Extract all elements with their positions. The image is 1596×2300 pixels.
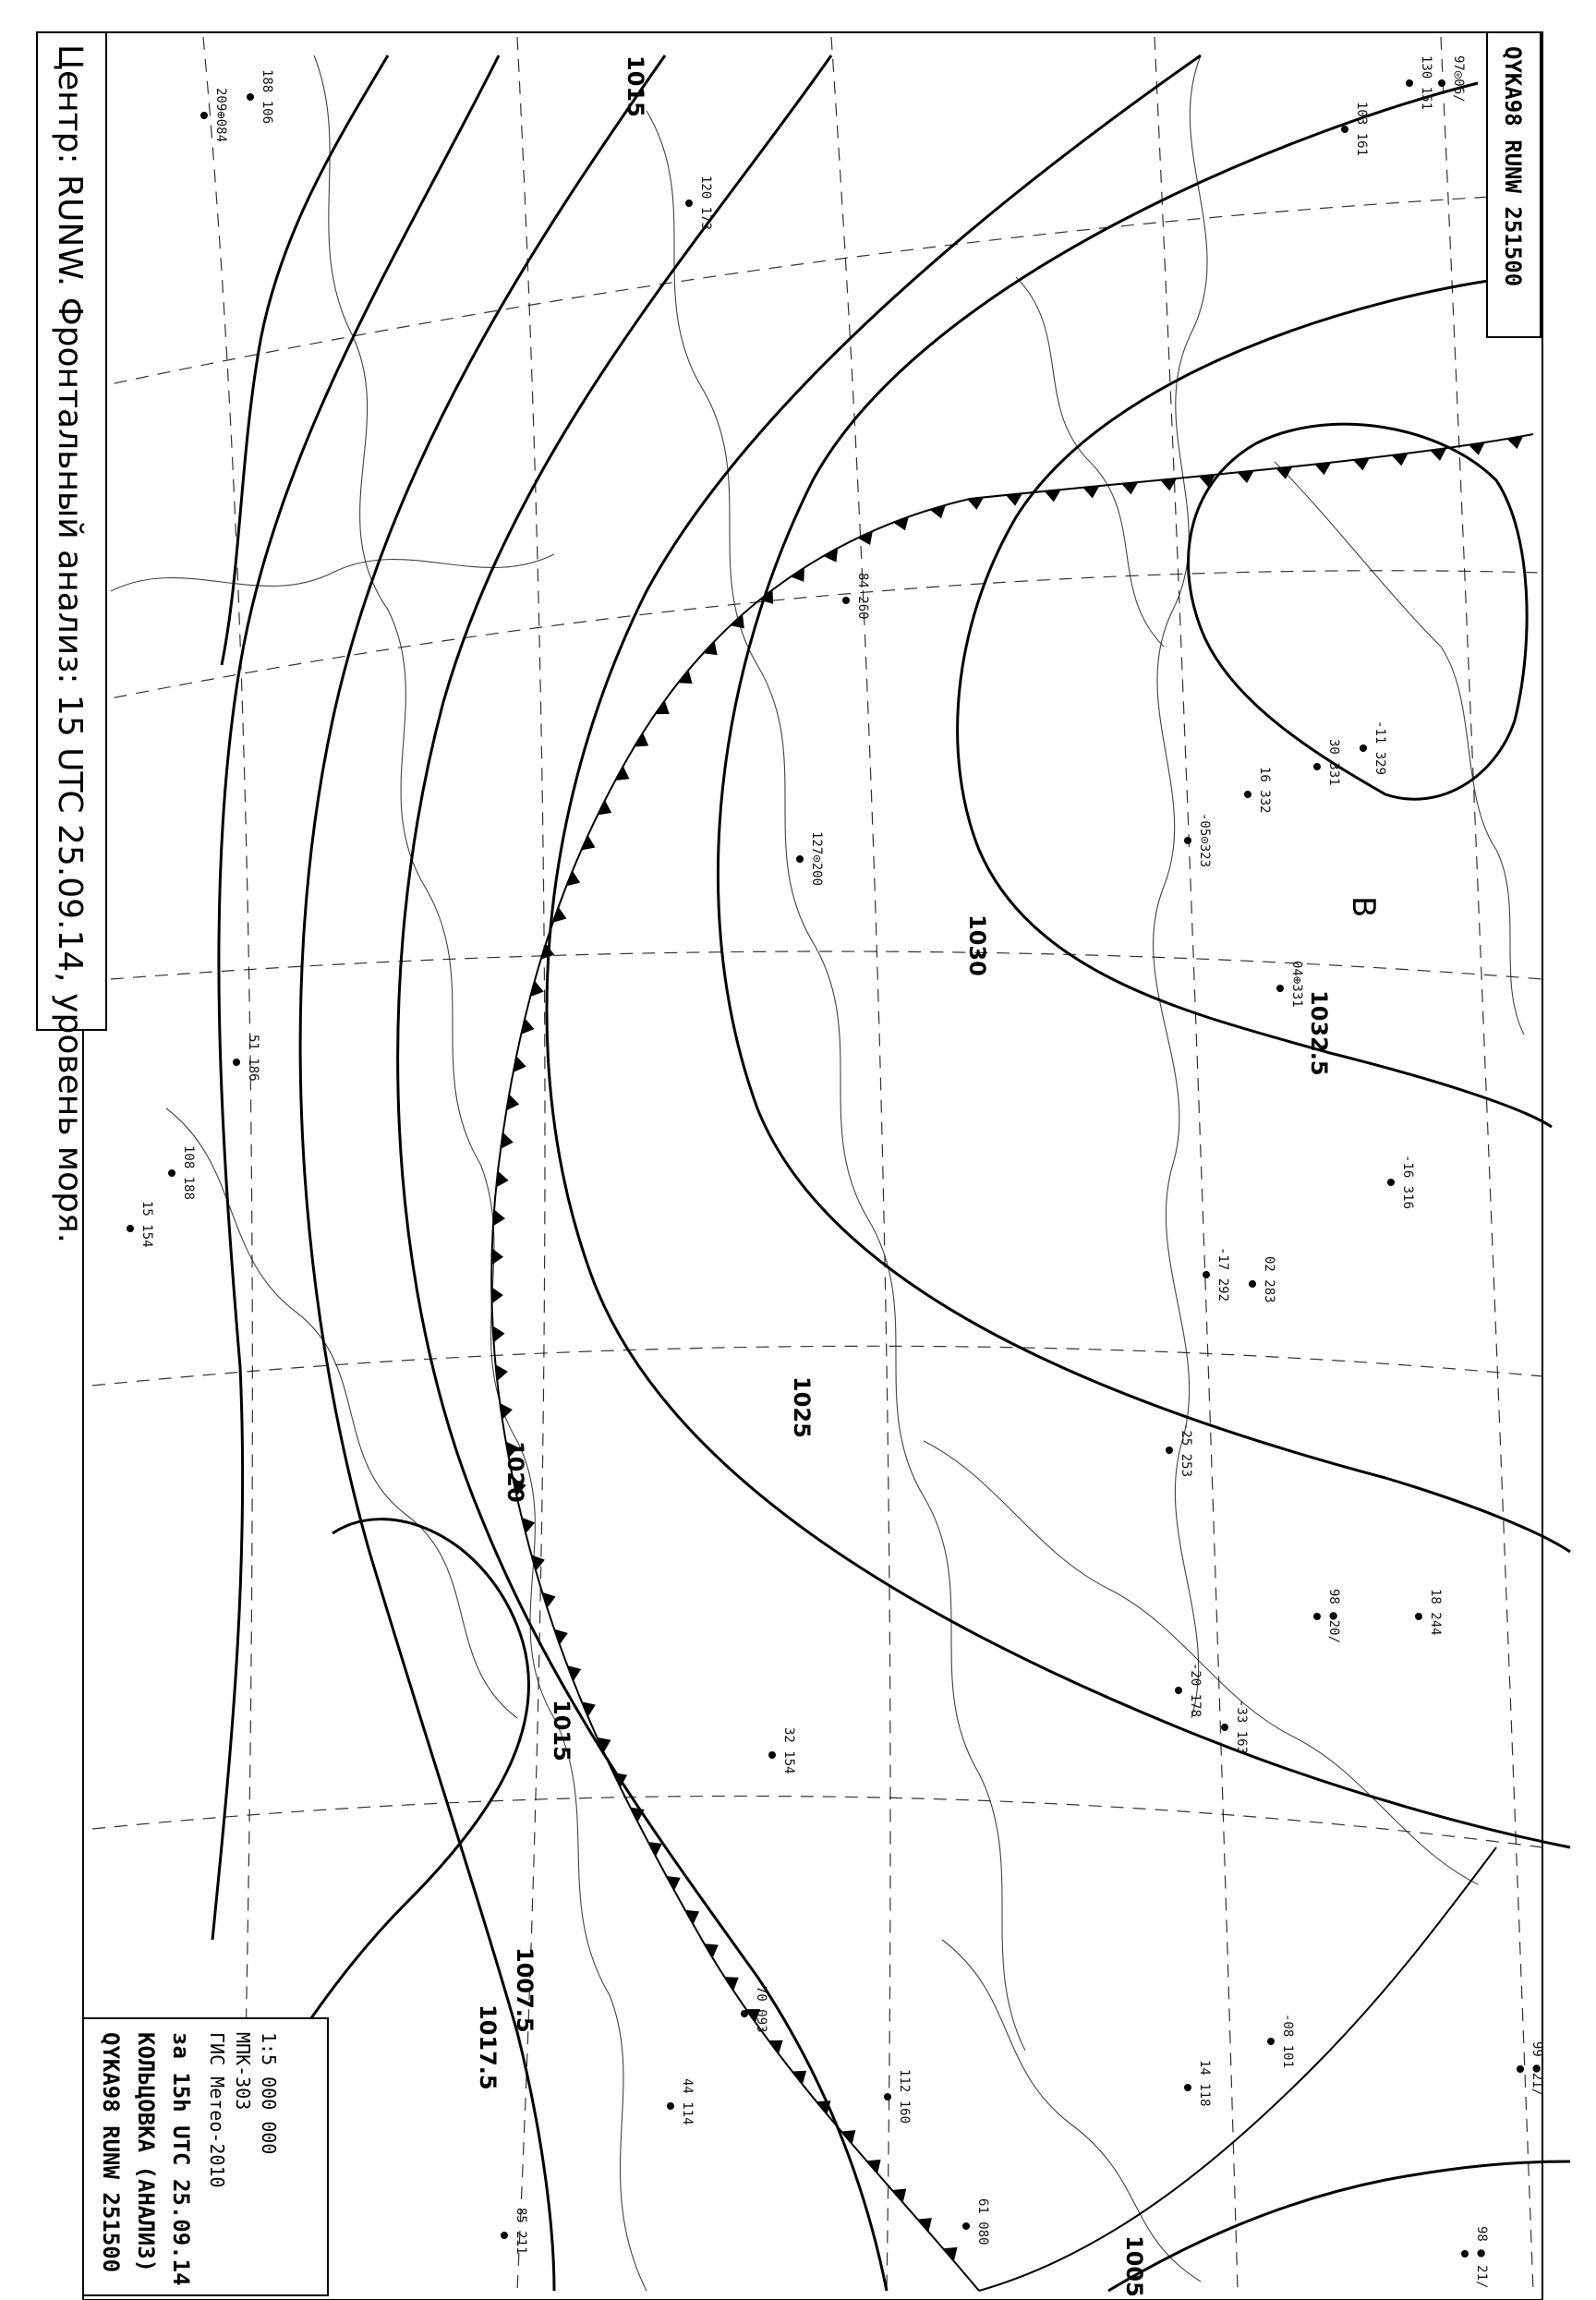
station-marker (741, 2010, 748, 2017)
station-plot: 30 331 (1326, 739, 1341, 786)
stamp-line-2: КОЛЬЦОВКА (АНАЛИЗ) (133, 2032, 159, 2273)
station-plot: 112 160 (897, 2069, 912, 2124)
code-tag-text: QYKA98 RUNW 251500 (1500, 46, 1526, 287)
station-marker (884, 2093, 891, 2100)
stamp-line-6: 1:5 000 000 (258, 2032, 280, 2155)
station-marker (1203, 1271, 1210, 1278)
station-plot: 188 106 (260, 69, 274, 125)
station-marker (1415, 1613, 1422, 1620)
station-plot: 18 244 (1428, 1589, 1443, 1636)
station-plot: 130 151 (1419, 55, 1433, 111)
station-plot: 61 080 (975, 2198, 990, 2246)
station-marker (1313, 1613, 1321, 1620)
station-plot: 85 211 (514, 2208, 528, 2255)
station-marker (1517, 2065, 1524, 2073)
station-marker (962, 2222, 970, 2230)
station-plot: -20 178 (1188, 1663, 1203, 1718)
station-marker (1438, 79, 1445, 87)
station-marker (1387, 1179, 1395, 1186)
station-marker (1360, 744, 1367, 752)
station-marker (1249, 1280, 1256, 1288)
station-plot: 51 186 (246, 1035, 260, 1082)
isobar-label-1032-5: 1032.5 (1306, 990, 1332, 1076)
station-marker (1313, 763, 1321, 770)
station-marker (1267, 2038, 1275, 2045)
station-marker (501, 2232, 508, 2239)
station-plot: 32 154 (781, 1727, 796, 1774)
isobar-label-1020: 1020 (502, 1441, 528, 1503)
station-plot: 120 173 (698, 176, 713, 231)
station-plot: 108 188 (181, 1145, 196, 1201)
station-plot: 14 118 (1197, 2060, 1212, 2107)
station-marker (1221, 1724, 1228, 1731)
station-marker (200, 112, 208, 119)
station-marker (127, 1225, 134, 1232)
station-plot: -08 101 (1280, 2014, 1295, 2069)
station-marker (796, 855, 804, 863)
map-title: Центр: RUNW. Фронтальный анализ: 15 UTC 25.09.14, уровень моря. (51, 44, 89, 1244)
isobar-label-1007-5: 1007.5 (512, 1947, 538, 2033)
station-plot: 15 154 (139, 1201, 154, 1248)
station-plot: 16 332 (1257, 767, 1272, 814)
station-plot: 98 ●20/ (1326, 1589, 1341, 1644)
station-marker (168, 1169, 175, 1177)
station-marker (233, 1059, 240, 1066)
isobar-label-1017-5: 1017.5 (475, 2004, 501, 2090)
station-plot: 99 ●21/ (1530, 2041, 1544, 2097)
station-marker (685, 200, 693, 207)
stamp-line-1: QYKA98 RUNW 251500 (98, 2032, 124, 2273)
station-plot: 97◎06/ (1451, 55, 1466, 103)
station-marker (842, 597, 850, 604)
isobar-label-1005: 1005 (1121, 2235, 1147, 2297)
station-plot: -25 253 (1179, 1422, 1193, 1478)
station-plot: -16 316 (1400, 1155, 1415, 1210)
station-plot: 209⊕084 (213, 88, 228, 143)
station-plot: -05⊙323 (1197, 813, 1212, 868)
station-marker (1461, 2250, 1469, 2258)
station-plot: 04⊕331 (1289, 961, 1304, 1008)
station-plot: -11 329 (1372, 720, 1387, 776)
stamp-line-5: МПК-303 (232, 2032, 254, 2111)
stamp-line-3: за 15h UTC 25.09.14 (168, 2032, 194, 2286)
station-plot: 44 114 (680, 2078, 695, 2125)
code-tag (1487, 32, 1541, 337)
isobar-label-1015: 1015 (549, 1700, 574, 1761)
station-marker (1166, 1447, 1173, 1454)
station-marker (1341, 126, 1348, 133)
station-plot: 02 283 (1262, 1256, 1276, 1303)
map-stamp (83, 2018, 328, 2295)
station-plot: 103 161 (1354, 102, 1369, 157)
station-plot: 127⊙200 (809, 831, 824, 887)
station-marker (247, 93, 254, 101)
high-pressure-center: B (1345, 896, 1382, 918)
station-marker (667, 2102, 674, 2110)
station-plot: -33 163 (1234, 1700, 1249, 1755)
isobar-label-1025: 1025 (789, 1376, 815, 1438)
station-plot: 84 260 (855, 573, 870, 620)
station-marker (1184, 837, 1191, 844)
station-marker (1276, 985, 1284, 992)
station-marker (1244, 791, 1251, 798)
station-marker (1175, 1687, 1182, 1694)
station-marker (1406, 79, 1413, 87)
isobar-label-1030: 1030 (964, 914, 990, 976)
stamp-line-4: ГИС Метео-2010 (206, 2032, 228, 2188)
station-plot: 70 093 (754, 1986, 768, 2033)
station-marker (1184, 2084, 1191, 2091)
station-plot: 98 ● 21/ (1474, 2226, 1489, 2289)
isobar-label-1015-b: 1015 (623, 55, 648, 117)
station-plot: -17 292 (1215, 1247, 1230, 1302)
station-marker (768, 1751, 776, 1759)
